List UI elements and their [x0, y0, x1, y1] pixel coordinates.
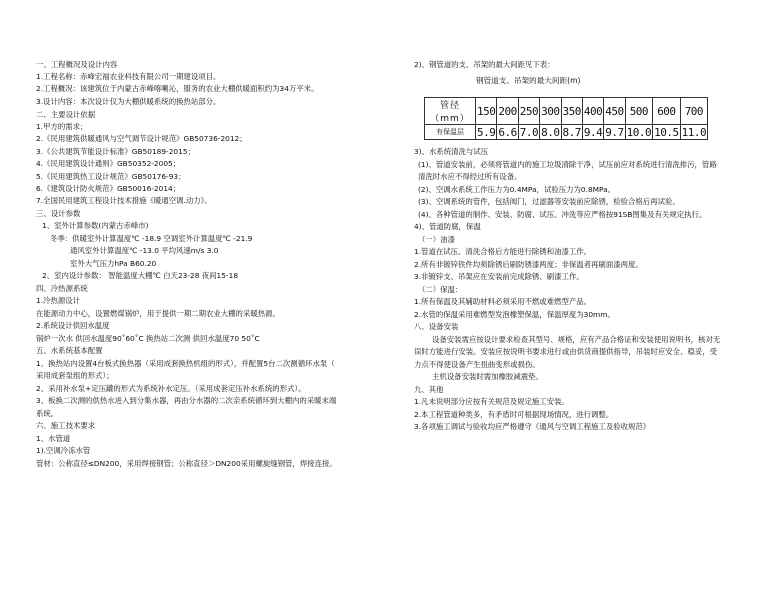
max-spacing-cell: 6.6	[498, 125, 517, 139]
left-line: 7.全国民用建筑工程设计技术措施《暖通空调.动力》。	[36, 196, 212, 205]
left-line: 三、设计参数	[36, 209, 81, 218]
max-spacing-cell: 8.0	[541, 125, 560, 139]
max-spacing-cell: 9.7	[605, 125, 624, 139]
left-line: 2、室内设计参数： 智能温度大棚℃ 白天23-28 夜间15-18	[42, 271, 239, 280]
table-caption: 钢管道支、吊架的最大间距(m)	[476, 76, 581, 85]
left-line: 系统。	[36, 409, 59, 418]
right-line: 4)、管道防腐，保温	[414, 222, 481, 231]
left-line: 1、室外计算参数(内蒙古赤峰市)	[42, 221, 149, 230]
left-line: 3、板换二次测的供热水进入到分集水器，再由分水器的二次亲系统循环到大棚内的采暖末端	[36, 396, 337, 405]
max-spacing-cell: 9.4	[583, 125, 603, 139]
left-line: 6.《建筑设计防火规范》GB50016-2014；	[36, 184, 181, 193]
left-line: 5.《民用建筑热工设计规范》GB50176-93；	[36, 172, 186, 181]
pipe-support-spacing-table	[424, 97, 708, 140]
pipe-diameter-cell: 450	[604, 98, 625, 125]
left-line: 1).空调冷冻水管	[36, 446, 91, 455]
right-line: (1)、管道安装前，必须将管道内的施工垃圾清除干净，试压前应对系统进行清洗排污，管路	[418, 160, 717, 169]
right-line: 九、其他	[414, 385, 444, 394]
pipe-diameter-cell: 600	[653, 98, 681, 125]
pipe-diameter-cell: 500	[625, 98, 653, 125]
right-line: 1.所有保温及其辅助材料必须采用不燃或难燃型产品。	[414, 297, 592, 306]
left-line: 3.《公共建筑节能设计标准》GB50189-2015；	[36, 147, 195, 156]
right-line: （一）油漆	[418, 235, 455, 244]
max-spacing-cell: 11.0	[681, 125, 707, 139]
right-line: 1.管道在试压、清洗合格后方能进行除锈和油漆工作。	[414, 247, 592, 256]
right-line: 2.水管的保温采用难燃型发泡橡塑保温，保温厚度为30mm。	[414, 310, 615, 319]
max-spacing-cell: 8.7	[562, 125, 581, 139]
left-line: 管材：公称直径≤DN200，采用焊接钢管；公称直径＞DN200采用螺旋缝钢管，焊接连接。	[36, 459, 337, 468]
left-line: 4.《民用建筑设计通则》GB50352-2005；	[36, 159, 181, 168]
right-line: 2)、钢管道的支、吊架的最大间距见下表：	[414, 60, 555, 69]
pipe-diameter-cell: 150	[476, 98, 497, 125]
pipe-diameter-cell: 700	[680, 98, 708, 125]
left-line: 采用成套泵组的形式）；	[36, 371, 114, 380]
left-line: 1.工程名称：赤峰宏福农业科技有限公司一期建设项目。	[36, 72, 221, 81]
max-spacing-cell: 5.9	[477, 125, 496, 139]
right-line: （二）保温：	[418, 285, 463, 294]
left-line: 锅炉一次水 供回水温度90˚60˚C 换热站二次测 供回水温度70 50˚C	[36, 334, 260, 343]
right-line: 清洗时水应不得经过所有设备。	[418, 172, 522, 181]
left-line: 2、采用补水泵+定压罐的形式为系统补水定压。（采用成套定压补水系统的形式）。	[36, 384, 306, 393]
right-line: 3)、水系统清洗与试压	[414, 147, 489, 156]
left-line: 四、冷热源系统	[36, 284, 88, 293]
left-line: 通风室外计算温度℃ -13.0 平均风速m/s 3.0	[70, 246, 219, 255]
left-line: 2.系统设计供回水温度	[36, 321, 110, 330]
left-line: 1、换热站内设置4台板式换热器（采用成套换热机组的形式），并配置5台二次测循环水泵（	[36, 359, 335, 368]
pipe-diameter-cell: 400	[582, 98, 603, 125]
left-line: 冬季：供暖室外计算温度℃ -18.9 空调室外计算温度℃ -21.9	[50, 234, 253, 243]
right-line: (3)、空调系统的管件，包括阀门，过滤器等安装前应除锈，检验合格后再试验。	[418, 197, 680, 206]
pipe-diameter-cell: 300	[540, 98, 561, 125]
right-line: 3.各项施工调试与验收均应严格遵守《通风与空调工程施工及验收规范》	[414, 422, 651, 431]
right-line: 2.本工程管道种类多，有矛盾时可根据现场情况，进行调整。	[414, 410, 614, 419]
right-line: (4)、各种管道的制作、安装、防腐、试压、冲洗等应严格按91SB图集及有关规定执行。	[418, 210, 707, 219]
right-line: 1.凡未说明部分应按有关规范及规定施工安装。	[414, 397, 569, 406]
left-line: 1.甲方的需求；	[36, 122, 88, 131]
left-line: 1.冷热源设计	[36, 296, 81, 305]
left-line: 2.工程概况：该建筑位于内蒙古赤峰喀喇沁，服务的农业大棚供暖面积约为34万平米。	[36, 84, 319, 93]
pipe-diameter-cell: 200	[497, 98, 518, 125]
left-line: 六、施工技术要求	[36, 421, 96, 430]
right-line: (2)、空调水系统工作压力为0.4MPa，试验压力为0.8MPa。	[418, 185, 616, 194]
right-line: 主机设备安装时需加橡胶减震垫。	[432, 372, 543, 381]
left-line: 1、水管道	[36, 434, 71, 443]
right-line: 设备安装需应按设计要求检查其型号、规格，应有产品合格证和安装使用说明书，核对无	[432, 335, 721, 344]
left-line: 在能源动力中心，设置燃煤锅炉，用于提供一期二期农业大棚的采暖热源。	[36, 309, 280, 318]
left-line: 五、水系统基本配置	[36, 346, 103, 355]
left-line: 二、主要设计依据	[36, 110, 96, 119]
left-line: 2.《民用建筑供暖通风与空气调节设计规范》GB50736-2012；	[36, 134, 247, 143]
pipe-diameter-cell: 250	[518, 98, 539, 125]
right-line: 误时方能进行安装。安装应按说明书要求进行或由供货商提供指导，吊装时应安全、稳妥，受	[414, 347, 718, 356]
table-row	[425, 98, 708, 125]
left-line: 室外大气压力hPa B60.20	[70, 259, 157, 268]
table-row	[425, 125, 708, 140]
right-line: 八、设备安装	[414, 322, 459, 331]
left-line: 一、工程概况及设计内容	[36, 60, 118, 69]
right-line: 力点不得使设备产生扭曲变形或损伤。	[414, 360, 540, 369]
left-line: 3.设计内容：本次设计仅为大棚供暖系统的换热站部分。	[36, 97, 221, 106]
max-spacing-cell: 10.5	[654, 125, 679, 139]
right-line: 2.所有非镀锌铁件均须除锈后刷防锈漆两度；非保温者再刷面漆两度。	[414, 260, 643, 269]
max-spacing-cell: 7.0	[519, 125, 539, 139]
pipe-diameter-cell: 350	[561, 98, 582, 125]
table-row-label: 有保温层	[425, 125, 476, 140]
table-header-label: 管径（mm）	[425, 98, 476, 125]
right-line: 3.非镀锌支、吊架应在安装前完成除锈、刷漆工作。	[414, 272, 584, 281]
max-spacing-cell: 10.0	[626, 125, 652, 139]
